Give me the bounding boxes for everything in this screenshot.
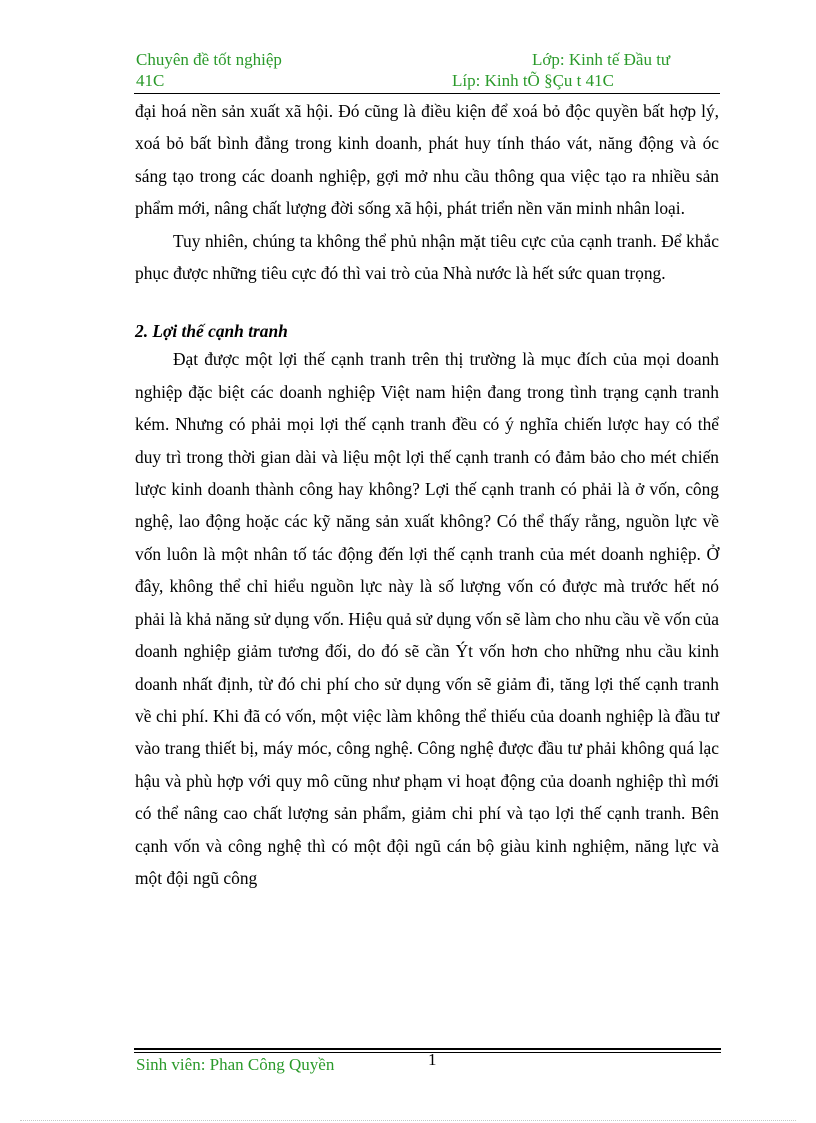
header-divider (134, 93, 720, 94)
document-body (135, 95, 719, 894)
paragraph-negative-aspects: Tuy nhiên, chúng ta không thể phủ nhận mặt tiêu cực của cạnh tranh. Để khắc phục được những tiêu cực đó thì vai trò của Nhà nước là hết sức quan trọng. (135, 230, 719, 284)
page-bottom-dotted-edge (20, 1120, 796, 1121)
section-heading: 2. Lợi thế cạnh tranh (135, 321, 288, 342)
paragraph-continued: đại hoá nền sản xuất xã hội. Đó cũng là điều kiện để xoá bỏ độc quyền bất hợp lý, xoá bỏ bất bình đẳng trong kinh doanh, phát huy tính tháo vát, năng động và óc sáng tạo trong các doanh nghiệp, gợi mở nhu cầu thông qua việc tạo ra nhiều sản phẩm mới, nâng chất lượng đời sống xã hội, phát triển nền văn minh nhân loại. (135, 101, 719, 219)
page-number: 1 (428, 1050, 437, 1069)
paragraph-competitive-advantage: Đạt được một lợi thế cạnh tranh trên thị trường là mục đích của mọi doanh nghiệp đặc biệt các doanh nghiệp Việt nam hiện đang trong tình trạng cạnh tranh kém. Nhưng có phải mọi lợi thế cạnh tranh đều có ý nghĩa chiến lược hay có thể duy trì trong thời gian dài và liệu một lợi thế cạnh tranh có đảm bảo cho mét chiến lược kinh doanh thành công hay không? Lợi thế cạnh tranh có phải là ở vốn, công nghệ, lao động hoặc các kỹ năng sản xuất không? Có thể thấy rằng, nguồn lực về vốn luôn là một nhân tố tác động đến lợi thế cạnh tranh của mét doanh nghiệp. Ở đây, không thể chỉ hiểu nguồn lực này là số lượng vốn có được mà trước hết nó phải là khả năng sử dụng vốn. Hiệu quả sử dụng vốn sẽ làm cho nhu cầu về vốn của doanh nghiệp giảm tương đối, do đó sẽ cần Ýt vốn hơn cho những nhu cầu kinh doanh nhất định, từ đó chi phí cho sử dụng vốn sẽ giảm đi, tăng lợi thế cạnh tranh về chi phí. Khi đã có vốn, một việc làm không thể thiếu của doanh nghiệp là đầu tư vào trang thiết bị, máy móc, công nghệ. Công nghệ được đầu tư phải không quá lạc hậu và phù hợp với quy mô cũng như phạm vi hoạt động của doanh nghiệp thì mới có thể nâng cao chất lượng sản phẩm, giảm chi phí và tạo lợi thế cạnh tranh. Bên cạnh vốn và công nghệ thì có một đội ngũ cán bộ giàu kinh nghiệm, năng lực và một đội ngũ công (135, 349, 719, 888)
running-header-line-1 (136, 50, 720, 70)
running-header-line-2 (136, 71, 720, 91)
header-thesis-title: Chuyên đề tốt nghiệp (136, 50, 282, 69)
header-class-code: 41C (136, 71, 165, 90)
header-class-name-garbled: Líp: Kinh tÕ §Çu t 41C (452, 71, 614, 90)
footer-student-name: Sinh viên: Phan Công Quyền (136, 1055, 335, 1074)
header-class-name: Lớp: Kinh tế Đầu tư (532, 50, 671, 69)
